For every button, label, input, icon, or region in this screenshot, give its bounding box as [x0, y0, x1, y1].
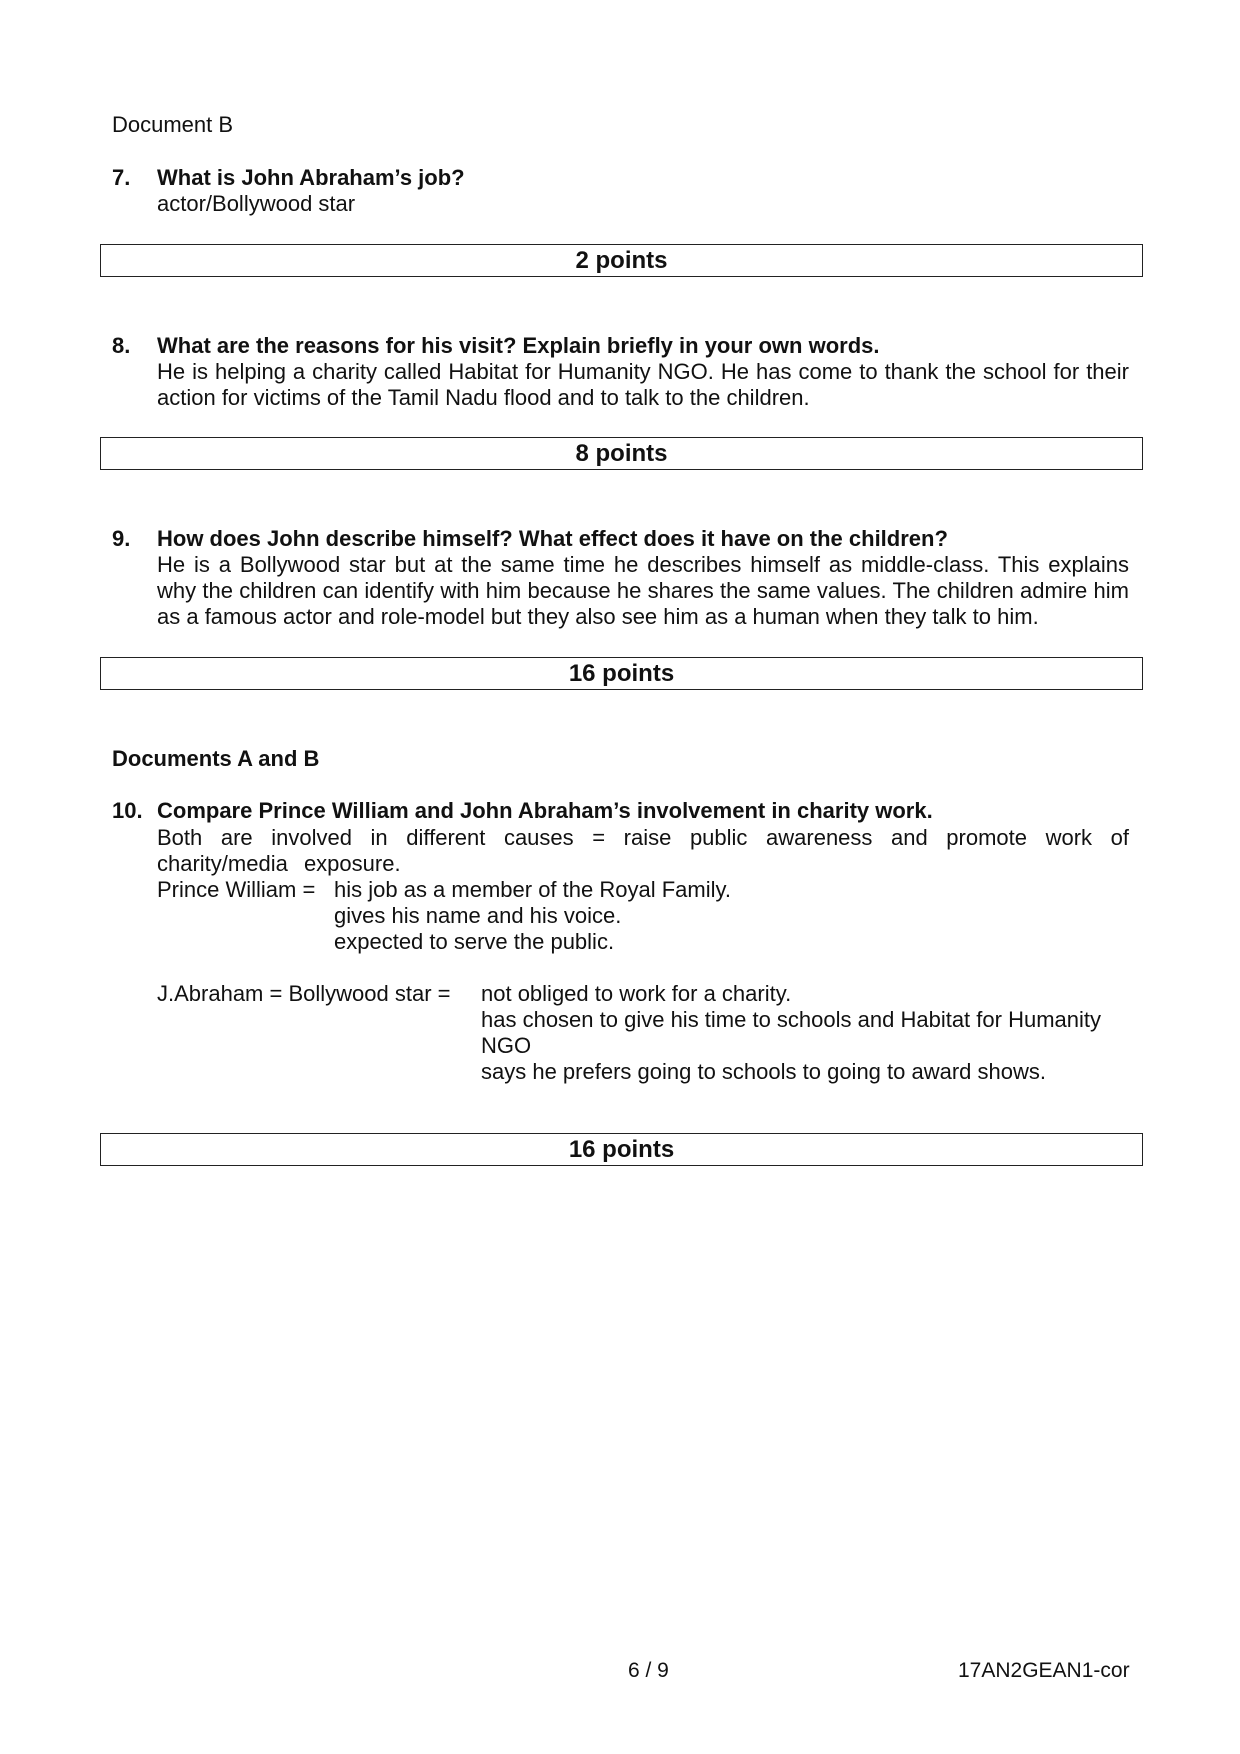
q10-points-box: 16 points — [100, 1133, 1143, 1166]
q8-points-box: 8 points — [100, 437, 1143, 470]
q9-points-box: 16 points — [100, 657, 1143, 690]
q8-number: 8. — [112, 333, 131, 358]
q9-question: How does John describe himself? What effect does it have on the children? — [157, 526, 948, 551]
q10-abraham-point: says he prefers going to schools to going to award shows. — [481, 1059, 1046, 1084]
document-code: 17AN2GEAN1-cor — [958, 1659, 1130, 1682]
q7-points-box: 2 points — [100, 244, 1143, 277]
q10-abraham-label: J.Abraham = Bollywood star = — [157, 981, 451, 1006]
q10-question: Compare Prince William and John Abraham’s involvement in charity work. — [157, 798, 933, 823]
page-number: 6 / 9 — [628, 1659, 669, 1682]
q8-answer: He is helping a charity called Habitat for Humanity NGO. He has come to thank the school for their action for victims of the Tamil Nadu flood and to talk to the children. — [157, 359, 1129, 410]
q10-abraham-point: has chosen to give his time to schools and Habitat for Humanity NGO — [481, 1007, 1101, 1058]
q10-abraham-point: not obliged to work for a charity. — [481, 981, 792, 1006]
q7-answer: actor/Bollywood star — [157, 191, 356, 216]
q9-number: 9. — [112, 526, 131, 551]
q9-answer: He is a Bollywood star but at the same time he describes himself as middle-class. This explains why the children can identify with him because he shares the same values. The children admire him as a famous actor and role-model but they also see him as a human when they talk to him. — [157, 552, 1129, 629]
section-heading-documents-a-b: Documents A and B — [112, 746, 320, 771]
q8-question: What are the reasons for his visit? Explain briefly in your own words. — [157, 333, 880, 358]
q10-intro: Both are involved in different causes = raise public awareness and promote work of charity/media exposure. — [157, 825, 1129, 876]
q10-william-point: expected to serve the public. — [334, 929, 615, 954]
q10-number: 10. — [112, 798, 143, 823]
q10-william-label: Prince William = — [157, 877, 316, 902]
q7-number: 7. — [112, 165, 131, 190]
q10-william-point: his job as a member of the Royal Family. — [334, 877, 731, 902]
q10-william-point: gives his name and his voice. — [334, 903, 622, 928]
q7-question: What is John Abraham’s job? — [157, 165, 465, 190]
section-heading-document-b: Document B — [112, 112, 234, 137]
